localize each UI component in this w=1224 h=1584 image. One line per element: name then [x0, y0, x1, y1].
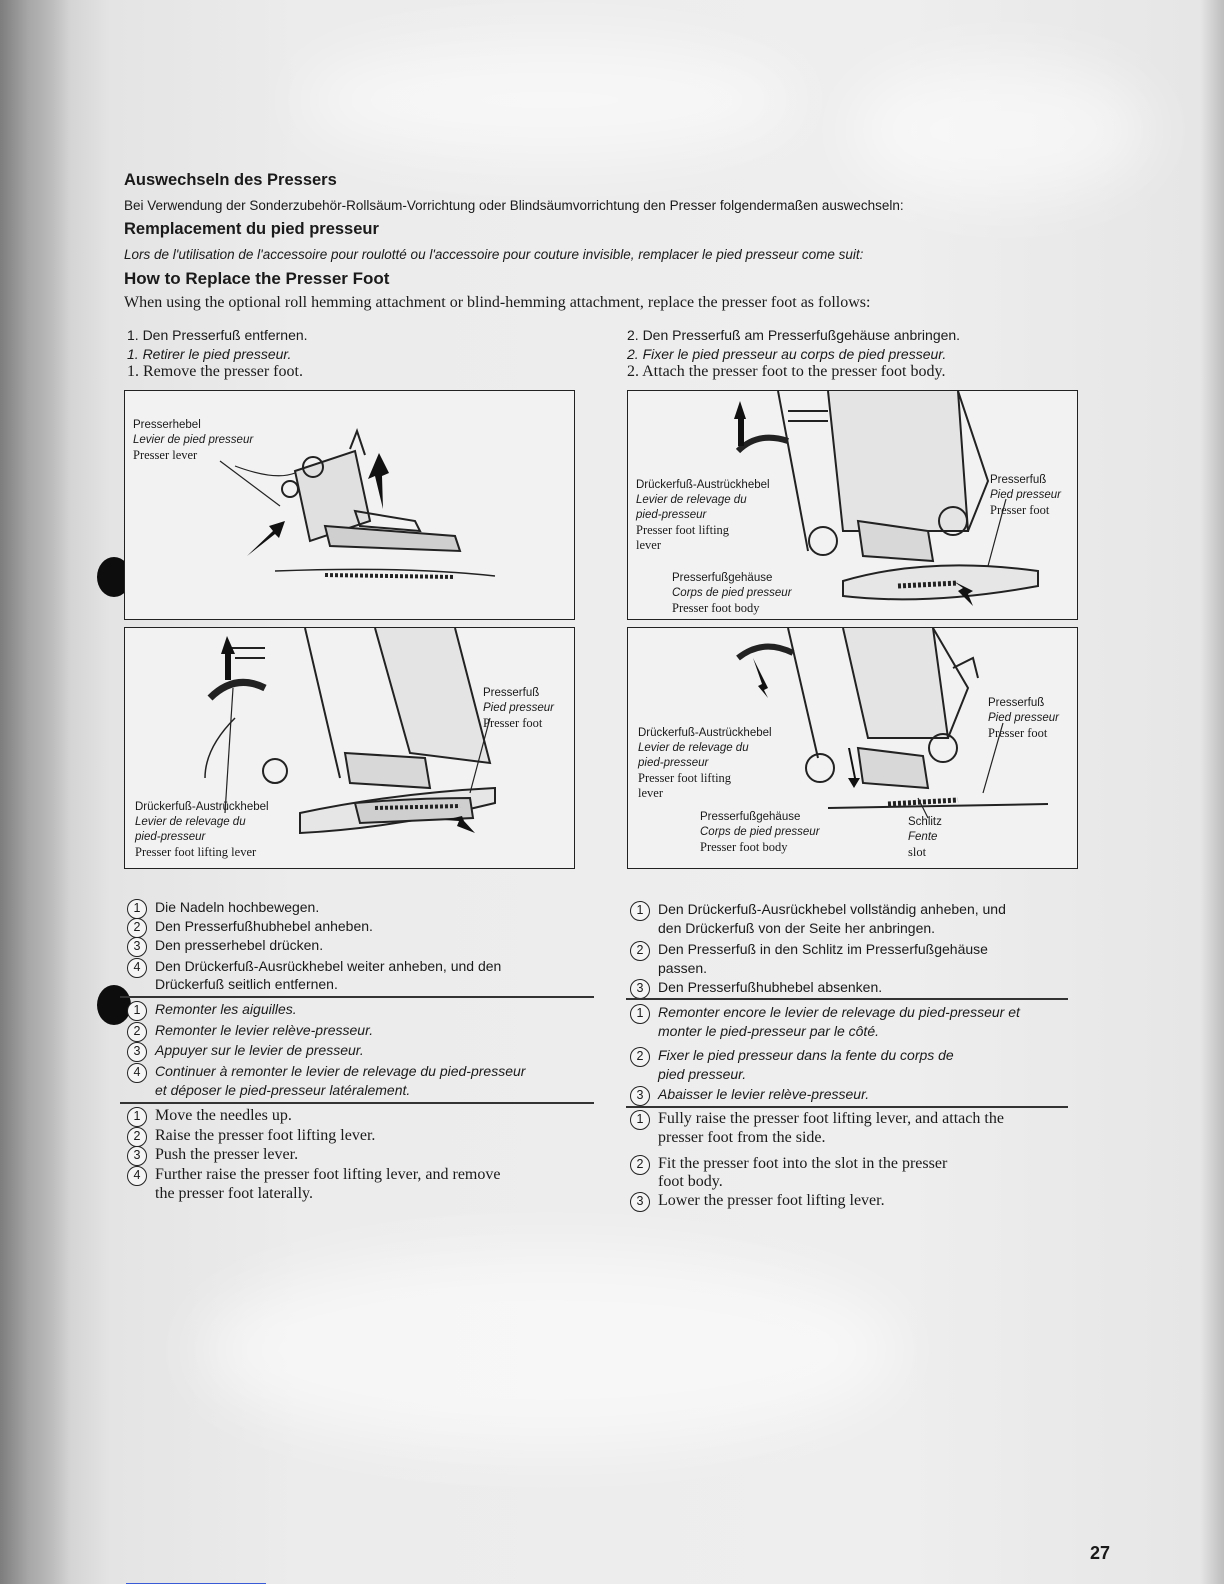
left-step-de-2: 2 Den Presserfußhubhebel anheben. — [127, 918, 373, 938]
left-step-de-4-cont: Drückerfuß seitlich entfernen. — [155, 976, 338, 992]
en-intro: When using the optional roll hemming attachment or blind-hemming attachment, replace the presser foot as follows: — [124, 294, 871, 311]
step1-en: 1. Remove the presser foot. — [127, 363, 303, 380]
fig3-foot-de: Presserfuß — [483, 687, 540, 699]
right-step-de-2-cont: passen. — [658, 960, 708, 976]
figure-remove-foot — [124, 390, 575, 620]
right-step-en-3: 3 Lower the presser foot lifting lever. — [630, 1192, 885, 1212]
fig4-slot-en: slot — [908, 845, 927, 859]
fig2-body-en: Presser foot body — [672, 601, 760, 615]
right-step-de-3: 3 Den Presserfußhubhebel absenken. — [630, 979, 882, 999]
fig2-foot-de: Presserfuß — [990, 474, 1047, 486]
fig3-foot-en: Presser foot — [483, 716, 543, 730]
right-step-fr-2: 2 Fixer le pied presseur dans la fente du corps de — [630, 1047, 954, 1067]
fr-intro: Lors de l'utilisation de l'accessoire pour roulotté ou l'accessoire pour couture invisible, remplacer le pied presseur come suit: — [124, 247, 864, 262]
left-step-en-4-cont: the presser foot laterally. — [155, 1185, 314, 1202]
fr-title: Remplacement du pied presseur — [124, 220, 379, 238]
fig1-lever-fr: Levier de pied presseur — [133, 434, 254, 446]
fig4-lifting-de: Drückerfuß-Austrückhebel — [638, 727, 772, 739]
de-intro: Bei Verwendung der Sonderzubehör-Rollsäum-Vorrichtung oder Blindsäumvorrichtung den Presser folgendermaßen auswechseln: — [124, 198, 904, 213]
step2-en: 2. Attach the presser foot to the presser foot body. — [627, 363, 946, 380]
fig1-lever-de: Presserhebel — [133, 419, 201, 431]
figure-fit-slot — [627, 627, 1078, 869]
fig3-lifting-fr2: pied-presseur — [135, 831, 206, 843]
fig2-lifting-de: Drückerfuß-Austrückhebel — [636, 479, 770, 491]
right-step-fr-1: 1 Remonter encore le levier de relevage du pied-presseur et — [630, 1004, 1020, 1024]
fig3-lifting-en: Presser foot lifting lever — [135, 845, 257, 859]
right-step-en-2: 2 Fit the presser foot into the slot in the presser — [630, 1155, 947, 1175]
fig1-lever-en: Presser lever — [133, 448, 198, 462]
fig4-body-en: Presser foot body — [700, 840, 788, 854]
left-step-de-1: 1 Die Nadeln hochbewegen. — [127, 899, 319, 919]
right-step-fr-3: 3 Abaisser le levier relève-presseur. — [630, 1086, 869, 1106]
fig2-body-de: Presserfußgehäuse — [672, 572, 773, 584]
fig4-foot-en: Presser foot — [988, 726, 1048, 740]
en-title: How to Replace the Presser Foot — [124, 269, 390, 288]
right-step-de-2: 2 Den Presserfuß in den Schlitz im Presserfußgehäuse — [630, 941, 988, 961]
fig2-foot-en: Presser foot — [990, 503, 1050, 517]
figure-remove-foot-lateral — [124, 627, 575, 869]
fig4-lifting-fr2: pied-presseur — [638, 757, 709, 769]
right-step-de-1-cont: den Drückerfuß von der Seite her anbringen. — [658, 920, 936, 936]
page-shadow — [0, 0, 70, 1584]
de-title: Auswechseln des Pressers — [124, 171, 337, 189]
left-step-fr-2: 2 Remonter le levier relève-presseur. — [127, 1022, 373, 1042]
page-number: 27 — [1089, 1543, 1110, 1563]
fig2-foot-fr: Pied presseur — [990, 489, 1061, 501]
step1-fr: 1. Retirer le pied presseur. — [127, 346, 292, 362]
left-step-fr-4-cont: et déposer le pied-presseur latéralement. — [155, 1082, 411, 1098]
right-step-de-1: 1 Den Drückerfuß-Ausrückhebel vollständig anheben, und — [630, 901, 1006, 921]
fig2-body-fr: Corps de pied presseur — [672, 587, 792, 599]
fig3-lifting-fr1: Levier de relevage du — [135, 816, 246, 828]
left-step-en-4: 4 Further raise the presser foot lifting lever, and remove — [127, 1166, 500, 1186]
fig4-slot-fr: Fente — [908, 831, 938, 843]
divider — [120, 1102, 594, 1104]
figure-attach-foot — [627, 390, 1078, 620]
step1-de: 1. Den Presserfuß entfernen. — [127, 327, 308, 343]
left-step-en-2: 2 Raise the presser foot lifting lever. — [127, 1127, 375, 1147]
fig4-lifting-en2: lever — [638, 786, 663, 800]
divider — [120, 996, 594, 998]
fig4-foot-fr: Pied presseur — [988, 712, 1059, 724]
right-step-en-1-cont: presser foot from the side. — [658, 1129, 826, 1146]
left-step-de-3: 3 Den presserhebel drücken. — [127, 937, 323, 957]
left-step-fr-4: 4 Continuer à remonter le levier de relevage du pied-presseur — [127, 1063, 525, 1083]
left-step-en-1: 1 Move the needles up. — [127, 1107, 292, 1127]
right-step-fr-1-cont: monter le pied-presseur par le côté. — [658, 1023, 879, 1039]
fig4-body-de: Presserfußgehäuse — [700, 811, 801, 823]
fig4-lifting-en1: Presser foot lifting — [638, 771, 732, 785]
fig2-lifting-fr1: Levier de relevage du — [636, 494, 747, 506]
right-step-en-2-cont: foot body. — [658, 1173, 723, 1190]
binder-hole — [97, 985, 131, 1025]
right-step-en-1: 1 Fully raise the presser foot lifting lever, and attach the — [630, 1110, 1004, 1130]
step2-fr: 2. Fixer le pied presseur au corps de pied presseur. — [627, 346, 947, 362]
left-step-fr-3: 3 Appuyer sur le levier de presseur. — [127, 1042, 364, 1062]
divider — [626, 1106, 1068, 1108]
step2-de: 2. Den Presserfuß am Presserfußgehäuse anbringen. — [627, 327, 961, 343]
fig2-lifting-en1: Presser foot lifting — [636, 523, 730, 537]
fig4-lifting-fr1: Levier de relevage du — [638, 742, 749, 754]
fig3-foot-fr: Pied presseur — [483, 702, 554, 714]
fig2-lifting-en2: lever — [636, 538, 661, 552]
right-step-fr-2-cont: pied presseur. — [658, 1066, 747, 1082]
divider — [626, 998, 1068, 1000]
fig4-slot-de: Schlitz — [908, 816, 942, 828]
fig3-lifting-de: Drückerfuß-Austrückhebel — [135, 801, 269, 813]
fig2-lifting-fr2: pied-presseur — [636, 509, 707, 521]
fig4-body-fr: Corps de pied presseur — [700, 826, 820, 838]
fig4-foot-de: Presserfuß — [988, 697, 1045, 709]
left-step-de-4: 4 Den Drückerfuß-Ausrückhebel weiter anheben, und den — [127, 958, 501, 978]
left-step-en-3: 3 Push the presser lever. — [127, 1146, 298, 1166]
left-step-fr-1: 1 Remonter les aiguilles. — [127, 1001, 297, 1021]
